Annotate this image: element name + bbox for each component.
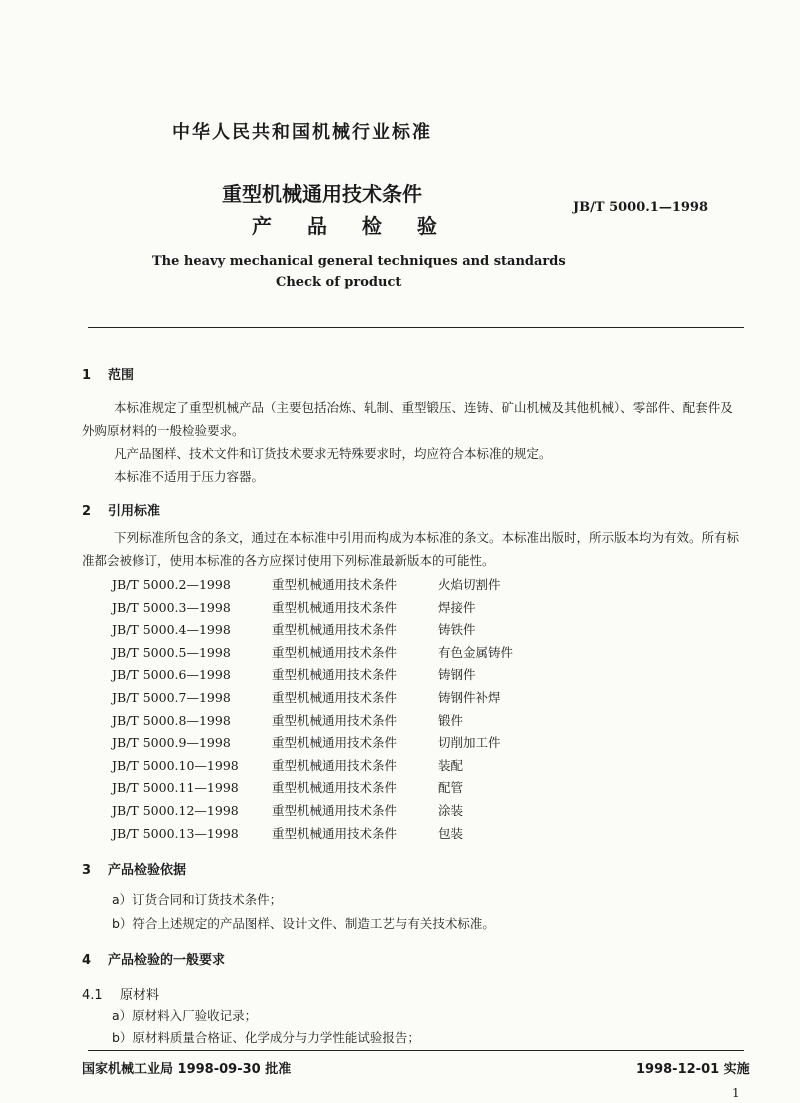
paragraph: 凡产品图样、技术文件和订货技术要求无特殊要求时，均应符合本标准的规定。	[114, 446, 552, 461]
reference-code: JB/T 5000.4—1998	[112, 622, 231, 638]
reference-title: 重型机械通用技术条件	[272, 780, 398, 796]
reference-item	[112, 597, 513, 620]
approval-info: 国家机械工业局 1998-09-30 批准	[82, 1062, 292, 1077]
section-number: 2	[82, 504, 92, 519]
section-title: 产品检验依据	[108, 863, 187, 878]
reference-code: JB/T 5000.5—1998	[112, 644, 231, 660]
subsection-number: 4.1	[82, 988, 103, 1003]
subsection-title: 原材料	[120, 988, 160, 1003]
reference-item	[112, 755, 513, 778]
industry-standard-heading: 中华人民共和国机械行业标准	[172, 122, 432, 143]
english-subtitle: Check of product	[276, 275, 402, 290]
reference-part: 火焰切割件	[438, 577, 501, 592]
section-3-heading	[82, 859, 186, 878]
section-number: 4	[82, 953, 92, 968]
paragraph: 本标准规定了重型机械产品（主要包括冶炼、轧制、重型锻压、连铸、矿山机械及其他机械）、零部件、配套件及外购原材料的一般检验要求。	[82, 400, 733, 438]
list-item: a）订货合同和订货技术条件；	[112, 892, 283, 907]
reference-title: 重型机械通用技术条件	[272, 802, 398, 818]
reference-code: JB/T 5000.9—1998	[112, 735, 231, 751]
reference-code: JB/T 5000.3—1998	[112, 599, 231, 615]
section-2-intro	[82, 526, 744, 572]
reference-part: 锻件	[438, 712, 464, 728]
reference-title: 重型机械通用技术条件	[272, 644, 398, 660]
reference-item	[112, 777, 513, 800]
section-number: 1	[82, 368, 92, 383]
reference-item	[112, 710, 513, 733]
section-2-heading	[82, 500, 160, 519]
reference-part: 切削加工件	[438, 735, 501, 751]
section-title: 范围	[108, 368, 135, 383]
reference-part: 有色金属铸件	[438, 644, 514, 660]
footer-divider	[88, 1050, 744, 1051]
reference-code: JB/T 5000.11—1998	[112, 780, 239, 796]
reference-part: 装配	[438, 757, 464, 773]
page-number: 1	[732, 1086, 740, 1100]
subsection-4-1-heading	[82, 984, 159, 1003]
reference-part: 铸钢件	[438, 667, 476, 683]
section-4-heading	[82, 949, 225, 968]
reference-title: 重型机械通用技术条件	[272, 712, 398, 728]
reference-title: 重型机械通用技术条件	[272, 735, 398, 751]
reference-part: 配管	[438, 780, 464, 796]
section-title: 产品检验的一般要求	[108, 953, 226, 968]
reference-title: 重型机械通用技术条件	[272, 825, 398, 841]
reference-title: 重型机械通用技术条件	[272, 757, 398, 773]
list-item: a）原材料入厂验收记录；	[112, 1008, 258, 1023]
reference-item	[112, 800, 513, 823]
paragraph: 本标准不适用于压力容器。	[114, 469, 265, 484]
reference-code: JB/T 5000.2—1998	[112, 577, 231, 592]
reference-part: 包装	[438, 825, 464, 841]
section-number: 3	[82, 863, 92, 878]
reference-item	[112, 823, 513, 846]
section-title: 引用标准	[108, 504, 161, 519]
reference-item	[112, 619, 513, 642]
reference-code: JB/T 5000.13—1998	[112, 825, 239, 841]
reference-item	[112, 642, 513, 665]
header-divider	[88, 327, 744, 328]
reference-item	[112, 687, 513, 710]
reference-code: JB/T 5000.7—1998	[112, 689, 231, 705]
reference-code: JB/T 5000.10—1998	[112, 757, 239, 773]
reference-title: 重型机械通用技术条件	[272, 667, 398, 683]
english-title: The heavy mechanical general techniques and standards	[152, 254, 566, 269]
reference-code: JB/T 5000.12—1998	[112, 802, 239, 818]
reference-list	[112, 574, 513, 845]
reference-code: JB/T 5000.8—1998	[112, 712, 231, 728]
list-item: b）原材料质量合格证、化学成分与力学性能试验报告；	[112, 1030, 420, 1045]
section-1-heading	[82, 364, 134, 383]
list-item: b）符合上述规定的产品图样、设计文件、制造工艺与有关技术标准。	[112, 916, 495, 931]
reference-item	[112, 664, 513, 687]
reference-item	[112, 574, 513, 597]
paragraph: 下列标准所包含的条文，通过在本标准中引用而构成为本标准的条文。本标准出版时，所示版本均为有效。所有标准都会被修订，使用本标准的各方应探讨使用下列标准最新版本的可能性。	[82, 530, 740, 568]
reference-code: JB/T 5000.6—1998	[112, 667, 231, 683]
implementation-date: 1998-12-01 实施	[636, 1062, 750, 1077]
standard-number: JB/T 5000.1—1998	[573, 200, 709, 215]
reference-part: 铸钢件补焊	[438, 689, 501, 705]
reference-title: 重型机械通用技术条件	[272, 622, 398, 638]
reference-part: 涂装	[438, 802, 464, 818]
document-title: 重型机械通用技术条件	[222, 182, 422, 206]
section-1-body	[82, 396, 744, 488]
reference-item	[112, 732, 513, 755]
reference-title: 重型机械通用技术条件	[272, 599, 398, 615]
reference-title: 重型机械通用技术条件	[272, 689, 398, 705]
reference-part: 焊接件	[438, 599, 476, 615]
reference-title: 重型机械通用技术条件	[272, 577, 398, 592]
reference-part: 铸铁件	[438, 622, 476, 638]
document-subtitle: 产 品 检 验	[252, 214, 451, 238]
